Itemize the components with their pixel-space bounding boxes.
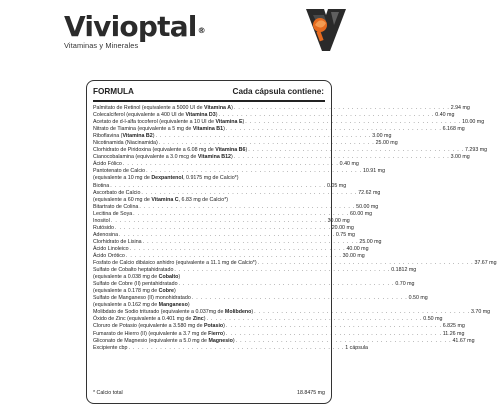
ingredient-row: [93, 112, 455, 119]
ingredient-name: Fumarato de Hierro (II) (equivalente a 3.7 mg de Fierro): [93, 330, 225, 337]
ingredient-row: [93, 337, 475, 345]
leader-dots: . . . . . . . . . . . . . . . . . . . . . . . . . . . . . . . . . . . . . . . . . . . . . . . .: [257, 260, 474, 267]
ingredient-name: Biotina: [93, 182, 110, 189]
ingredient-amount: 30.00 mg: [327, 217, 350, 224]
ingredient-amount: 50.00 mg: [356, 203, 379, 210]
ingredient-row: [93, 281, 415, 288]
leader-dots: . . . . . . . . . . . . . . . . . . . . . . . . . . . . . . . . . . . . . . . . . . . . . . . .: [174, 267, 391, 274]
ingredient-name: Lecitina de Soya: [93, 210, 133, 217]
leader-dots: . . . . . . . . . . . . . . . . . . . . . . . . . . . . . . . . . . . . . . . . . . . . . . . .: [178, 281, 395, 288]
leader-dots: . . . . . . . . . . . . . . . . . . . . . . . . . . . . . . . . . . . . . . . . . . . . . . . .: [110, 217, 327, 224]
formula-header: [93, 87, 325, 100]
trademark-symbol: ®: [197, 26, 205, 35]
ingredient-amount: 0.1812 mg: [391, 267, 417, 274]
ingredient-name: Cianocobalamina (equivalente a 3.0 mcg de Vitamina B12): [93, 154, 233, 161]
ingredient-amount: 0.70 mg: [395, 281, 415, 288]
ingredient-row: [93, 295, 428, 302]
ingredient-name: Inositol: [93, 217, 110, 224]
leader-dots: . . . . . . . . . . . . . . . . . . . . . . . . . . . . . . . . . . . . . . . . . . . . . . . .: [191, 295, 408, 302]
ingredient-name: Ácido Linoleico: [93, 245, 129, 252]
ingredient-amount: 37.67 mg: [474, 260, 497, 267]
leader-dots: . . . . . . . . . . . . . . . . . . . . . . . . . . . . . . . . . . . . . . . . . . . . . . . .: [122, 161, 339, 168]
leader-dots: . . . . . . . . . . . . . . . . . . . . . . . . . . . . . . . . . . . . . . . . . . . . . . . .: [225, 330, 442, 337]
ingredient-name: Excipiente cbp: [93, 344, 128, 351]
ingredient-row: [93, 231, 355, 239]
ingredient-name: (equivalente a 60 mg de Vitamina C, 6.83 mg de Calcio*): [93, 196, 229, 203]
ingredient-amount: 25.00 mg: [375, 140, 398, 147]
ingredient-amount: 30.00 mg: [342, 252, 365, 259]
ingredient-row: [93, 168, 386, 175]
ingredient-name: (equivalente a 10 mg de Dexpantenol, 0.9175 mg de Calcio*): [93, 175, 239, 182]
ingredient-name: Cloruro de Potasio (equivalente a 3.580 mg de Potasio): [93, 323, 225, 330]
ingredient-amount: 0.50 mg: [423, 316, 443, 323]
ingredient-row: [93, 210, 373, 218]
ingredient-row: [93, 147, 488, 154]
ingredient-name: Clorhidrato de Piridoxina (equivalente a 6.08 mg de Vitamina B6): [93, 147, 248, 154]
ingredient-row: [93, 245, 369, 253]
leader-dots: . . . . . . . . . . . . . . . . . . . . . . . . . . . . . . . . . . . . . . . . . . . . . . . .: [139, 203, 356, 210]
ingredient-name: Fosfato de Calcio dibásico anhidro (equivalente a 11.1 mg de Calcio*): [93, 260, 257, 267]
ingredient-row: [93, 133, 392, 140]
ingredient-row: [93, 224, 354, 232]
ingredient-name: (equivalente a 0.162 mg de Manganeso): [93, 302, 190, 309]
leader-dots: . . . . . . . . . . . . . . . . . . . . . . . . . . . . . . . . . . . . . . . . . . . . . . . .: [155, 133, 372, 140]
ingredient-amount: 20.00 mg: [331, 224, 354, 231]
ingredient-amount: 0.75 mg: [335, 231, 355, 238]
leader-dots: . . . . . . . . . . . . . . . . . . . . . . . . . . . . . . . . . . . . . . . . . . . . . . . .: [206, 316, 423, 323]
leader-dots: . . . . . . . . . . . . . . . . . . . . . . . . . . . . . . . . . . . . . . . . . . . . . . . .: [245, 119, 462, 126]
leader-dots: . . . . . . . . . . . . . . . . . . . . . . . . . . . . . . . . . . . . . . . . . . . . . . . .: [110, 182, 327, 189]
ingredient-row: [93, 182, 347, 190]
ingredient-amount: 10.00 mg: [462, 119, 485, 126]
formula-panel: [86, 80, 497, 404]
ingredient-list: [93, 105, 497, 352]
leader-dots: . . . . . . . . . . . . . . . . . . . . . . . . . . . . . . . . . . . . . . . . . . . . . . . .: [128, 344, 345, 351]
ingredient-name: Sulfato de Cobalto heptahidratado: [93, 267, 174, 274]
brand-logo: [64, 12, 205, 50]
ingredient-name: Pantotenato de Calcio: [93, 168, 146, 175]
ingredient-amount: 10.91 mg: [362, 168, 386, 175]
ingredient-row: [93, 161, 359, 168]
ingredient-amount: 0.05 mg: [327, 182, 347, 189]
ingredient-name: Riboflavina (Vitamina B2): [93, 133, 155, 140]
ingredient-amount: 3.00 mg: [372, 133, 392, 140]
ingredient-name: Colecalciferol (equivalente a 400 UI de Vitamina D3): [93, 112, 218, 119]
ingredient-row: [93, 189, 381, 197]
ingredient-name: (equivalente a 0.038 mg de Cobalto): [93, 274, 181, 281]
brand-tagline: Vitaminas y Minerales: [64, 41, 139, 50]
ingredient-amount: 2.94 mg: [450, 105, 470, 111]
leader-dots: . . . . . . . . . . . . . . . . . . . . . . . . . . . . . . . . . . . . . . . . . . . . . . . .: [146, 168, 362, 175]
ingredient-amount: 0.50 mg: [408, 295, 428, 302]
brand-name: Vivioptal®: [64, 10, 205, 43]
header-divider: [93, 100, 325, 102]
ingredient-amount: 11.26 mg: [442, 330, 465, 337]
ingredient-amount: 41.67 mg: [452, 337, 475, 344]
ingredient-name: Gliconato de Magnesio (equivalente a 5.0 mg de Magnesio): [93, 337, 235, 344]
leader-dots: . . . . . . . . . . . . . . . . . . . . . . . . . . . . . . . . . . . . . . . . . . . . . . . .: [114, 224, 331, 231]
footnote: [93, 390, 325, 396]
leader-dots: . . . . . . . . . . . . . . . . . . . . . . . . . . . . . . . . . . . . . . . . . . . . . . . .: [158, 140, 375, 147]
formula-title: FORMULA: [93, 87, 134, 96]
ingredient-name: Clorhidrato de Lisina: [93, 238, 142, 245]
ingredient-row: [93, 238, 382, 246]
ingredient-name: Óxido de Zinc (equivalente a 0.401 mg de Zinc): [93, 316, 206, 323]
ingredient-row: [93, 140, 398, 147]
per-capsule-title: Cada cápsula contiene:: [232, 87, 324, 96]
footnote-label: * Calcio total: [93, 390, 123, 396]
leader-dots: . . . . . . . . . . . . . . . . . . . . . . . . . . . . . . . . . . . . . . . . . . . . . . . .: [218, 112, 435, 119]
ingredient-row: [93, 217, 350, 225]
ingredient-name: Nicotinamida (Niacinamida): [93, 140, 158, 147]
ingredient-row: [93, 344, 368, 352]
ingredient-amount: 0.40 mg: [435, 112, 455, 119]
ingredient-amount: 0.40 mg: [339, 161, 359, 168]
ingredient-row: [93, 119, 485, 126]
brand-emblem-icon: [304, 7, 348, 53]
ingredient-row: [93, 126, 465, 133]
ingredient-row: [93, 274, 325, 281]
leader-dots: . . . . . . . . . . . . . . . . . . . . . . . . . . . . . . . . . . . . . . . . . . . . . . . .: [233, 154, 450, 161]
leader-dots: . . . . . . . . . . . . . . . . . . . . . . . . . . . . . . . . . . . . . . . . . . . . . . . .: [233, 105, 450, 111]
ingredient-name: Ácido Fólico: [93, 161, 122, 168]
ingredient-name: Acetato de d-l-alfa tocoferol (equivalente a 10 UI de Vitamina E): [93, 119, 245, 126]
ingredient-amount: 6.825 mg: [442, 323, 465, 330]
ingredient-name: Rutósido: [93, 224, 114, 231]
leader-dots: . . . . . . . . . . . . . . . . . . . . . . . . . . . . . . . . . . . . . . . . . . . . . . . .: [235, 337, 452, 344]
ingredient-name: Adenosina: [93, 231, 119, 238]
ingredient-row: [93, 203, 379, 211]
ingredient-row: [93, 316, 443, 323]
leader-dots: . . . . . . . . . . . . . . . . . . . . . . . . . . . . . . . . . . . . . . . . . . . . . . . .: [125, 252, 342, 259]
ingredient-row: [93, 323, 465, 330]
leader-dots: . . . . . . . . . . . . . . . . . . . . . . . . . . . . . . . . . . . . . . . . . . . . . . . .: [129, 245, 346, 252]
ingredient-amount: 60.00 mg: [349, 210, 373, 217]
ingredient-row: [93, 288, 325, 295]
ingredient-name: Bitartrato de Colina: [93, 203, 139, 210]
leader-dots: . . . . . . . . . . . . . . . . . . . . . . . . . . . . . . . . . . . . . . . . . . . . . . . .: [248, 147, 465, 154]
ingredient-name: Sulfato de Manganeso (II) monohidratado: [93, 295, 191, 302]
ingredient-name: Ácido Orótico: [93, 252, 125, 259]
ingredient-name: (equivalente a 0.178 mg de Cobre): [93, 288, 176, 295]
ingredient-amount: 7.293 mg: [465, 147, 488, 154]
ingredient-row: [93, 252, 365, 260]
leader-dots: . . . . . . . . . . . . . . . . . . . . . . . . . . . . . . . . . . . . . . . . . . . . . . . .: [119, 231, 335, 238]
ingredient-row: [93, 105, 470, 112]
ingredient-row: [93, 197, 325, 204]
ingredient-name: Sulfato de Cobre (II) pentahidratado: [93, 281, 178, 288]
ingredient-amount: 3.00 mg: [450, 154, 470, 161]
leader-dots: . . . . . . . . . . . . . . . . . . . . . . . . . . . . . . . . . . . . . . . . . . . . . . . .: [225, 323, 442, 330]
ingredient-name: Palmitato de Retinol (equivalente a 5000 UI de Vitamina A): [93, 105, 233, 111]
leader-dots: . . . . . . . . . . . . . . . . . . . . . . . . . . . . . . . . . . . . . . . . . . . . . . . .: [133, 210, 349, 217]
leader-dots: . . . . . . . . . . . . . . . . . . . . . . . . . . . . . . . . . . . . . . . . . . . . . . . .: [142, 238, 359, 245]
ingredient-name: Ascorbato de Calcio: [93, 189, 141, 196]
ingredient-amount: 1 cápsula: [345, 344, 368, 351]
ingredient-row: [93, 175, 325, 182]
ingredient-row: [93, 260, 497, 267]
leader-dots: . . . . . . . . . . . . . . . . . . . . . . . . . . . . . . . . . . . . . . . . . . . . . . . .: [254, 309, 470, 316]
ingredient-amount: 6.168 mg: [442, 126, 465, 133]
leader-dots: . . . . . . . . . . . . . . . . . . . . . . . . . . . . . . . . . . . . . . . . . . . . . . . .: [141, 189, 358, 196]
ingredient-row: [93, 302, 325, 309]
ingredient-row: [93, 267, 417, 274]
ingredient-amount: 40.00 mg: [346, 245, 369, 252]
ingredient-amount: 25.00 mg: [359, 238, 382, 245]
ingredient-amount: 72.62 mg: [358, 189, 381, 196]
leader-dots: . . . . . . . . . . . . . . . . . . . . . . . . . . . . . . . . . . . . . . . . . . . . . . . .: [225, 126, 442, 133]
ingredient-name: Nitrato de Tiamina (equivalente a 5 mg de Vitamina B1): [93, 126, 225, 133]
ingredient-row: [93, 330, 465, 338]
ingredient-row: [93, 154, 470, 161]
ingredient-amount: 3.70 mg: [470, 309, 491, 316]
ingredient-name: Molibdato de Sodio triturado (equivalente a 0.037mg de Molibdeno): [93, 309, 254, 316]
footnote-value: 18.8475 mg: [297, 390, 325, 396]
